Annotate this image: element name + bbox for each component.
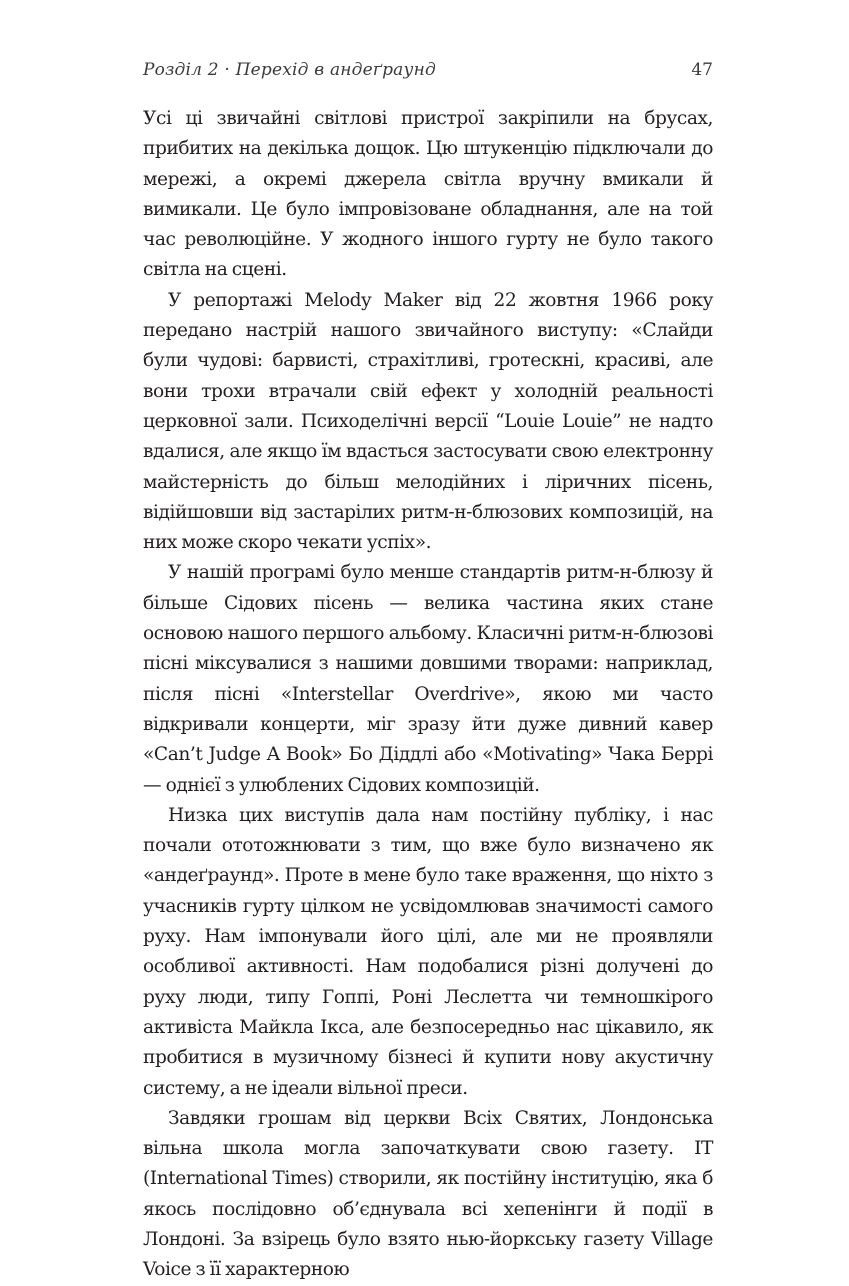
paragraph-5: Завдяки грошам від церкви Всіх Святих, Лондонська вільна школа могла започаткувати свою газету. IT (International Times) створили, як постійну інституцію, яка б якось послідовно об’єднувала всі хепенінги й події в Лондоні. За взірець було взято нью-йоркську газету Village Voice з її характерною: [143, 1107, 713, 1281]
paragraph-2: У репортажі Melody Maker від 22 жовтня 1966 року передано настрій нашого звичайного виступу: «Слайди були чудові: барвисті, страхітливі, гротескні, красиві, але вони трохи втрачали свій ефект у холодній реальності церковної зали. Психоделічні версії “Louie Louie” не надто вдалися, але якщо їм вдасться застосувати свою електронну майстерність до більш мелодійних і ліричних пісень, відійшовши від застарілих ритм-н-блюзових композицій, на них може скоро чекати успіх».: [143, 289, 713, 554]
paragraph-1: Усі ці звичайні світлові пристрої закріпили на брусах, прибитих на декілька дощок. Цю штукенцію підключали до мережі, а окремі джерела світла вручну вмикали й вимикали. Це було імпровізоване обладнання, але на той час революційне. У жодного іншого гурту не було такого світла на сцені.: [143, 108, 713, 281]
page-number: 47: [691, 60, 713, 80]
running-header: [143, 60, 713, 88]
paragraph-3: У нашій програмі було менше стандартів ритм-н-блюзу й більше Сідових пісень — велика частина яких стане основою нашого першого альбому. Класичні ритм-н-блюзові пісні міксувалися з нашими довшими творами: наприклад, після пісні «Interstellar Overdrive», якою ми часто відкривали концерти, міг зразу йти дуже дивний кавер «Can’t Judge A Book» Бо Діддлі або «Motivating» Чака Беррі — однієї з улюблених Сідових композицій.: [143, 562, 713, 796]
chapter-title: Розділ 2 · Перехід в андеґраунд: [143, 60, 436, 80]
paragraph-4: Низка цих виступів дала нам постійну публіку, і нас почали ототожнювати з тим, що вже було визначено як «андеґраунд». Проте в мене було таке враження, що ніхто з учасників гурту цілком не усвідомлював значимості самого руху. Нам імпонували його цілі, але ми не проявляли особливої активності. Нам подобалися різні долучені до руху люди, типу Гоппі, Роні Леслетта чи темношкірого активіста Майкла Ікса, але безпосередньо нас цікавило, як пробитися в музичному бізнесі й купити нову акустичну систему, а не ідеали вільної преси.: [143, 804, 713, 1099]
body-text: [143, 104, 713, 1286]
